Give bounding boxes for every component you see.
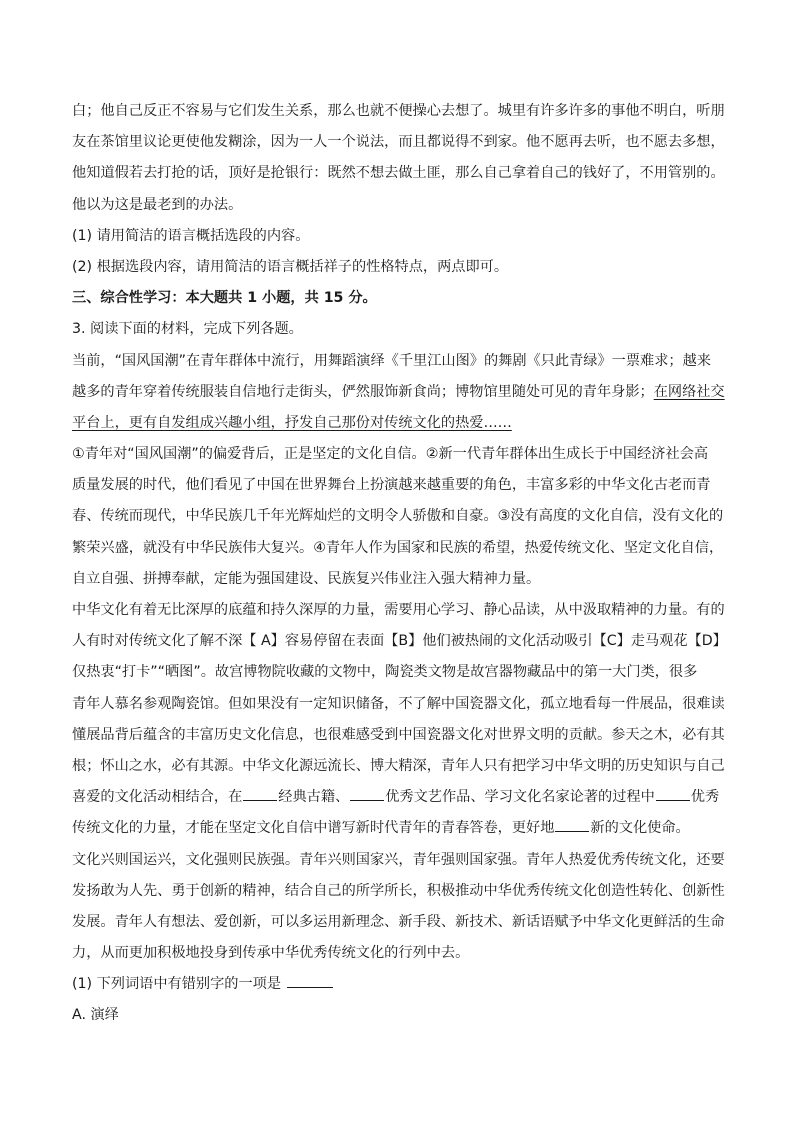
fill-in-blank-1[interactable] xyxy=(243,784,277,801)
sub-question-1 xyxy=(72,969,722,1000)
text-line: 他知道假若去打抢的话，顶好是抢银行：既然不想去做土匪，那么自己拿着自己的钱好了，不用管别的。 xyxy=(72,165,725,182)
text-line: 繁荣兴盛，就没有中华民族伟大复兴。④青年人作为国家和民族的希望，热爱传统文化、坚定文化自信， xyxy=(72,539,724,556)
text-line: 青年人慕名参观陶瓷馆。但如果没有一定知识储备，不了解中国瓷器文化，孤立地看每一件展品，很难读 xyxy=(72,695,725,712)
material-paragraph-1 xyxy=(72,346,725,440)
option-a: A. 演绎 xyxy=(72,1007,119,1024)
text-line: 春、传统而现代，中华民族几千年光辉灿烂的文明令人骄傲和自豪。③没有高度的文化自信，没有文化的 xyxy=(72,508,724,525)
text-line: 当前，“国风国潮”在青年群体中流行，用舞蹈演绎《千里江山图》的舞剧《只此青绿》一票难求；越来 xyxy=(72,352,711,369)
passage-continuation xyxy=(72,96,725,221)
text-line: 力，从而更加积极地投身到传承中华优秀传统文化的行列中去。 xyxy=(72,945,470,962)
text-segment: 传统文化的力量，才能在坚定文化自信中谱写新时代青年的青春答卷，更好地 xyxy=(72,820,555,837)
text-line: ①青年对“国风国潮”的偏爱背后，正是坚定的文化自信。②新一代青年群体出生成长于中国经济社会高 xyxy=(72,446,709,463)
question-2-sub-2: (2) 根据选段内容，请用简洁的语言概括祥子的性格特点，两点即可。 xyxy=(72,258,509,275)
underlined-text: 在网络社交 xyxy=(653,383,725,400)
text-line: 自立自强、拼搏奉献，定能为强国建设、民族复兴伟业注入强大精神力量。 xyxy=(72,570,541,587)
text-line xyxy=(72,813,722,844)
material-paragraph-3 xyxy=(72,595,727,845)
text-line: 中华文化有着无比深厚的底蕴和持久深厚的力量，需要用心学习、静心品读，从中汲取精神的力量。有的 xyxy=(72,602,725,618)
text-line xyxy=(72,782,722,813)
text-line: 仅热衷“打卡”“晒图”。故宫博物院收藏的文物中，陶瓷类文物是故宫器物藏品中的第一大门类，很多 xyxy=(72,664,698,681)
question-2-sub-1: (1) 请用简洁的语言概括选段的内容。 xyxy=(72,227,310,244)
text-line xyxy=(72,377,725,408)
underlined-text: 平台上，更有自发组成兴趣小组，抒发自己那份对传统文化的热爱…… xyxy=(72,414,512,431)
answer-blank[interactable] xyxy=(287,971,333,988)
material-paragraph-4 xyxy=(72,845,725,970)
text-line: 友在茶馆里议论更使他发糊涂，因为一人一个说法，而且都说得不到家。他不愿再去听，也不愿去多想， xyxy=(72,134,725,151)
text-line: 他以为这是最老到的办法。 xyxy=(72,196,243,213)
text-line: 根；怀山之水，必有其源。中华文化源远流长、博大精深，青年人只有把学习中华文明的历史知识与自己 xyxy=(72,757,725,774)
fill-in-blank-4[interactable] xyxy=(555,815,589,832)
text-line: 白；他自己反正不容易与它们发生关系，那么也就不便操心去想了。城里有许多许多的事他不明白，听朋 xyxy=(72,103,725,119)
text-segment: 优秀 xyxy=(690,789,720,806)
fill-in-blank-3[interactable] xyxy=(656,784,690,801)
text-segment: 喜爱的文化活动相结合，在 xyxy=(72,789,243,806)
text-line: 质量发展的时代，他们看见了中国在世界舞台上扮演越来越重要的角色，丰富多彩的中华文化古老而青 xyxy=(72,477,711,494)
material-paragraph-2 xyxy=(72,439,722,595)
exam-page xyxy=(72,96,727,1032)
section-3-heading: 三、综合性学习：本大题共 1 小题，共 15 分。 xyxy=(72,290,377,307)
question-3-stem: 3. 阅读下面的材料，完成下列各题。 xyxy=(72,321,303,338)
text-line: 懂展品背后蕴含的丰富历史文化信息，也很难感受到中国瓷器文化对世界文明的贡献。参天之木，必有其 xyxy=(72,726,725,743)
text-segment: 越多的青年穿着传统服装自信地行走街头，俨然服饰新食尚；博物馆里随处可见的青年身影； xyxy=(72,383,654,400)
text-line: 发展。青年人有想法、爱创新，可以多运用新理念、新手段、新技术、新话语赋予中华文化更鲜活的生命 xyxy=(72,913,725,930)
fill-in-blank-2[interactable] xyxy=(350,784,384,801)
text-line xyxy=(72,408,722,439)
text-line: 人有时对传统文化了解不深【 A】容易停留在表面【B】他们被热闹的文化活动吸引【C】走马观花【D】 xyxy=(72,633,727,650)
sub-question-1-text: (1) 下列词语中有错别字的一项是 xyxy=(72,976,282,993)
text-line: 文化兴则国运兴，文化强则民族强。青年兴则国家兴，青年强则国家强。青年人热爱优秀传统文化，还要 xyxy=(72,851,725,868)
text-segment: 新的文化使命。 xyxy=(590,820,690,837)
text-line: 发扬敢为人先、勇于创新的精神，结合自己的所学所长，积极推动中华优秀传统文化创造性转化、创新性 xyxy=(72,882,725,899)
text-segment: 经典古籍、 xyxy=(278,789,350,806)
text-segment: 优秀文艺作品、学习文化名家论著的过程中 xyxy=(385,789,655,806)
